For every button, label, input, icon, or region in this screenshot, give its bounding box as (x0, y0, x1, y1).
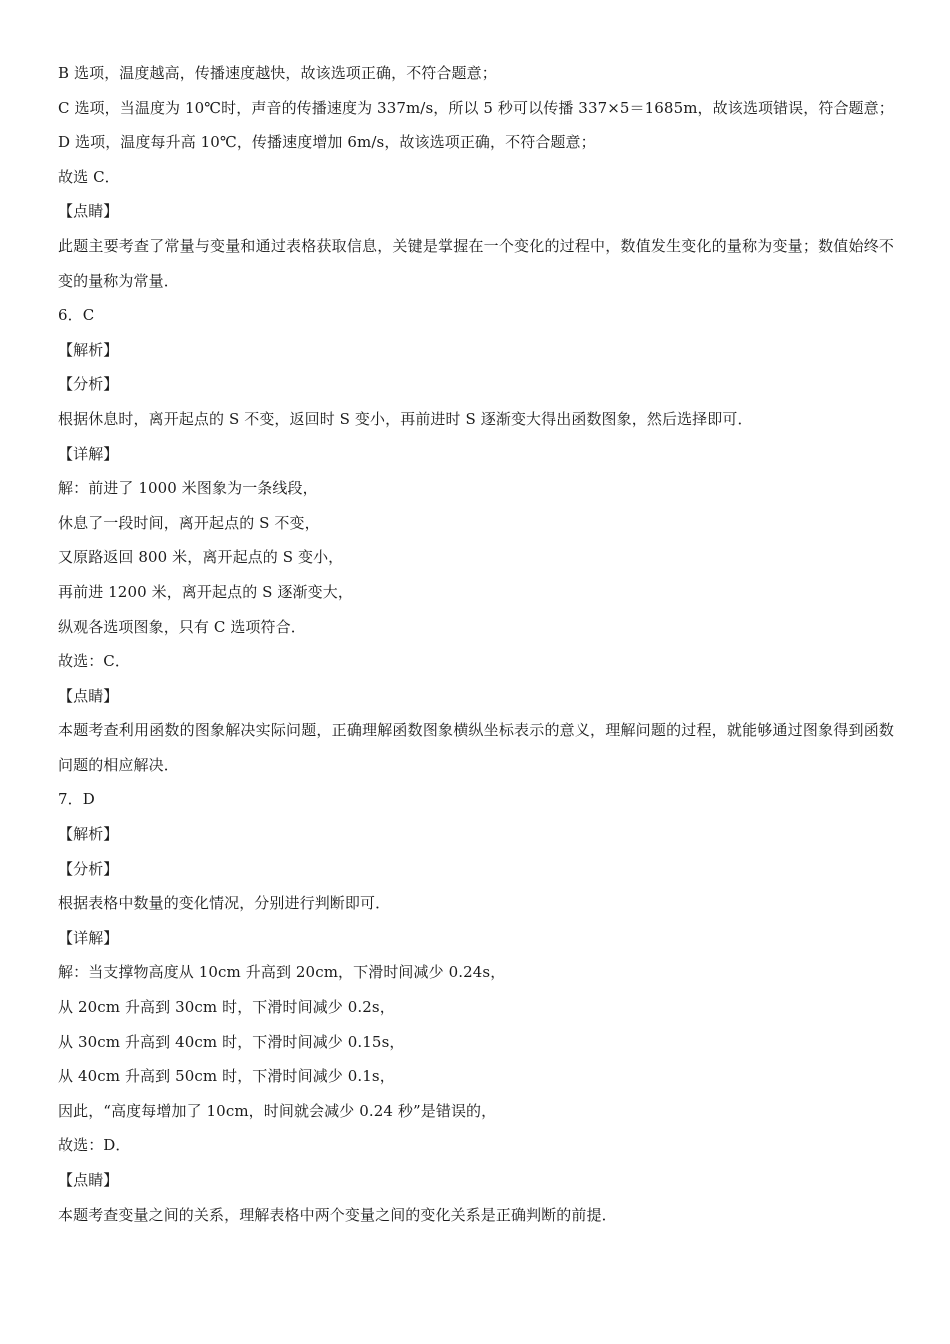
solution-step-2: 休息了一段时间，离开起点的 S 不变， (58, 513, 320, 532)
analysis-text-6: 根据休息时，离开起点的 S 不变，返回时 S 变小，再前进时 S 逐渐变大得出函数图象，然后选择即可． (58, 409, 753, 428)
comment-text-7: 本题考查变量之间的关系，理解表格中两个变量之间的变化关系是正确判断的前提． (58, 1205, 617, 1224)
option-d-text: D 选项，温度每升高 10℃，传播速度增加 6m/s，故该选项正确，不符合题意； (58, 133, 596, 152)
answer-line-7: 故选：D． (58, 1136, 131, 1155)
solution-step-3: 又原路返回 800 米，离开起点的 S 变小， (58, 548, 344, 567)
section-heading-dianjing: 【点睛】 (58, 686, 119, 705)
section-heading-xiangjie: 【详解】 (58, 444, 119, 463)
section-heading-dianjing: 【点睛】 (58, 202, 119, 221)
solution-step-3: 从 30cm 升高到 40cm 时，下滑时间减少 0.15s， (58, 1032, 405, 1051)
comment-text-6: 本题考查利用函数的图象解决实际问题，正确理解函数图象横纵坐标表示的意义，理解问题的过程，就能够通过图象得到函数问题的相应解决． (58, 721, 894, 774)
section-heading-jiexi: 【解析】 (58, 825, 119, 844)
option-b-text: B 选项，温度越高，传播速度越快，故该选项正确，不符合题意； (58, 64, 497, 82)
solution-step-4: 从 40cm 升高到 50cm 时，下滑时间减少 0.1s， (58, 1067, 395, 1086)
question-number-6: 6．C (58, 306, 95, 325)
question-number-7: 7．D (58, 790, 95, 809)
solution-step-2: 从 20cm 升高到 30cm 时，下滑时间减少 0.2s， (58, 998, 395, 1017)
comment-text-5: 此题主要考查了常量与变量和通过表格获取信息，关键是掌握在一个变化的过程中，数值发生变化的量称为变量；数值始终不变的量称为常量． (58, 236, 894, 290)
section-heading-fenxi: 【分析】 (58, 375, 119, 394)
solution-step-1: 解：前进了 1000 米图象为一条线段， (58, 479, 318, 498)
solution-conclusion: 因此，“高度每增加了 10cm，时间就会减少 0.24 秒”是错误的， (58, 1101, 497, 1120)
document-page (58, 56, 894, 1232)
solution-step-5: 纵观各选项图象，只有 C 选项符合． (58, 617, 306, 636)
option-c-text: C 选项，当温度为 10℃时，声音的传播速度为 337m/s，所以 5 秒可以传播 337×5＝1685m，故该选项错误，符合题意； (58, 98, 894, 117)
solution-step-4: 再前进 1200 米，离开起点的 S 逐渐变大， (58, 582, 353, 601)
answer-line-5: 故选 C． (58, 167, 120, 186)
section-heading-fenxi: 【分析】 (58, 859, 119, 878)
solution-step-1: 解：当支撑物高度从 10cm 升高到 20cm，下滑时间减少 0.24s， (58, 963, 506, 982)
analysis-text-7: 根据表格中数量的变化情况，分别进行判断即可． (58, 894, 391, 913)
answer-line-6: 故选：C． (58, 652, 130, 671)
section-heading-xiangjie: 【详解】 (58, 928, 119, 947)
section-heading-dianjing: 【点睛】 (58, 1171, 119, 1189)
section-heading-jiexi: 【解析】 (58, 340, 119, 359)
